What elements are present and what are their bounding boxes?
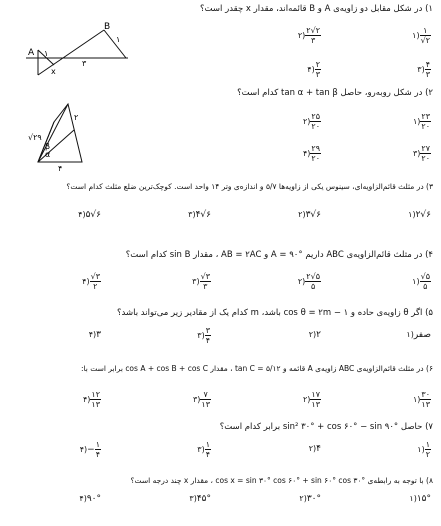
fig1-label-one-left: ۱ (44, 49, 49, 58)
q1-option-4[interactable]: ۴) $\frac{۲}{۳}$ (307, 60, 320, 79)
question-6: ۶) در مثلث قائم‌الزاویه‌ی ABC زاویه‌ی A قائمه و tan C = ۵/۱۲ ، مقدار cos A + cos B + cos C برابر است با: (80, 364, 433, 373)
q6-option-3[interactable]: ۳) $\frac{۷}{۱۳}$ (192, 390, 210, 409)
q2-option-1[interactable]: ۱) $\frac{۲۳}{۲۰}$ (412, 112, 430, 131)
question-4: ۴) در مثلث قائم‌الزاویه‌ی ABC داریم A = ۹۰° و AB = ۲AC ، مقدار sin B کدام است؟ (125, 250, 433, 260)
fig1-label-a: A (28, 48, 35, 58)
q1-option-2[interactable]: ۲) $\frac{۲√۲}{۳}$ (297, 26, 320, 45)
fig1-label-b: B (104, 22, 111, 32)
q7-option-2[interactable]: ۲)۴ (308, 444, 321, 454)
q8-option-4[interactable]: ۴)۹۰° (79, 494, 101, 504)
fig1-label-one-right: ۱ (116, 35, 121, 44)
fig2-label-top: ۲ (74, 113, 79, 122)
q5-option-4[interactable]: ۴)۳ (88, 330, 101, 340)
fig1-label-three: ۳ (82, 59, 87, 68)
q4-option-3[interactable]: ۳) $\frac{√۳}{۳}$ (192, 272, 210, 291)
question-8: ۸) با توجه به رابطه‌ی cos x = sin ۳۰° cos ۶۰° + sin ۶۰° cos ۳۰° ، مقدار x چند درجه است؟ (130, 476, 433, 485)
q7-option-4[interactable]: ۴)− $\frac{۱}{۴}$ (79, 440, 100, 459)
q3-option-3[interactable]: ۳)۴√۶ (188, 210, 211, 220)
q2-option-2[interactable]: ۲) $\frac{۲۵}{۲۰}$ (302, 112, 320, 131)
figure-q2 (28, 100, 90, 172)
fig2-label-alpha: α (45, 150, 51, 159)
fig2-label-side: √۲۹ (28, 133, 42, 142)
q6-option-1[interactable]: ۱) $\frac{۳۰}{۱۳}$ (412, 390, 430, 409)
q1-option-3[interactable]: ۳) $\frac{۴}{۳}$ (417, 60, 430, 79)
question-2: ۲) در شکل روبه‌رو، حاصل tan α + tan β کدام است؟ (237, 88, 433, 98)
figure-q1 (24, 20, 132, 82)
q2-option-4[interactable]: ۴) $\frac{۲۹}{۲۰}$ (302, 144, 320, 163)
q6-option-2[interactable]: ۲) $\frac{۱۷}{۱۳}$ (302, 390, 320, 409)
q4-option-2[interactable]: ۲) $\frac{۲√۵}{۵}$ (297, 272, 320, 291)
question-7: ۷) حاصل sin² ۳۰° + cos ۶۰° − sin ۹۰° برابر کدام است؟ (219, 422, 433, 432)
fig2-label-base: ۴ (58, 164, 63, 172)
q8-option-2[interactable]: ۲)۳۰° (299, 494, 321, 504)
question-5: ۵) اگر θ زاویه‌ی حاده و cos θ = ۲m − ۱ باشد، m کدام یک از مقادیر زیر می‌تواند باشد؟ (117, 308, 433, 318)
fig1-label-x: x (51, 67, 56, 76)
q3-option-2[interactable]: ۲)۳√۶ (298, 210, 321, 220)
q4-option-4[interactable]: ۴) $\frac{√۳}{۲}$ (82, 272, 100, 291)
q1-option-1[interactable]: ۱) $\frac{۱}{√۲}$ (412, 26, 430, 45)
q8-option-3[interactable]: ۳)۴۵° (189, 494, 211, 504)
question-1: ۱) در شکل مقابل دو زاویه‌ی A و B قائمه‌اند، مقدار x چقدر است؟ (200, 4, 433, 14)
q3-option-1[interactable]: ۱)۲√۶ (408, 210, 431, 220)
q3-option-4[interactable]: ۴)۵√۶ (78, 210, 101, 220)
q8-option-1[interactable]: ۱)۱۵° (409, 494, 431, 504)
q7-option-3[interactable]: ۳) $\frac{۱}{۴}$ (197, 440, 210, 459)
question-3: ۳) در مثلث قائم‌الزاویه‌ای، سینوس یکی از زاویه‌ها ۵/۷ و اندازه‌ی وتر ۱۴ واحد است. کوچک‌ترین ضلع مثلث کدام است؟ (66, 182, 433, 191)
q4-option-1[interactable]: ۱) $\frac{√۵}{۵}$ (412, 272, 430, 291)
q5-option-1[interactable]: ۱)صفر (406, 330, 431, 340)
fig2-label-beta: β (45, 142, 51, 151)
q5-option-3[interactable]: ۳) $\frac{۳}{۴}$ (197, 326, 210, 345)
q5-option-2[interactable]: ۲)۲ (308, 330, 321, 340)
q6-option-4[interactable]: ۴) $\frac{۱۲}{۱۳}$ (82, 390, 100, 409)
q7-option-1[interactable]: ۱) $\frac{۱}{۲}$ (417, 440, 430, 459)
q2-option-3[interactable]: ۳) $\frac{۲۷}{۲۰}$ (412, 144, 430, 163)
